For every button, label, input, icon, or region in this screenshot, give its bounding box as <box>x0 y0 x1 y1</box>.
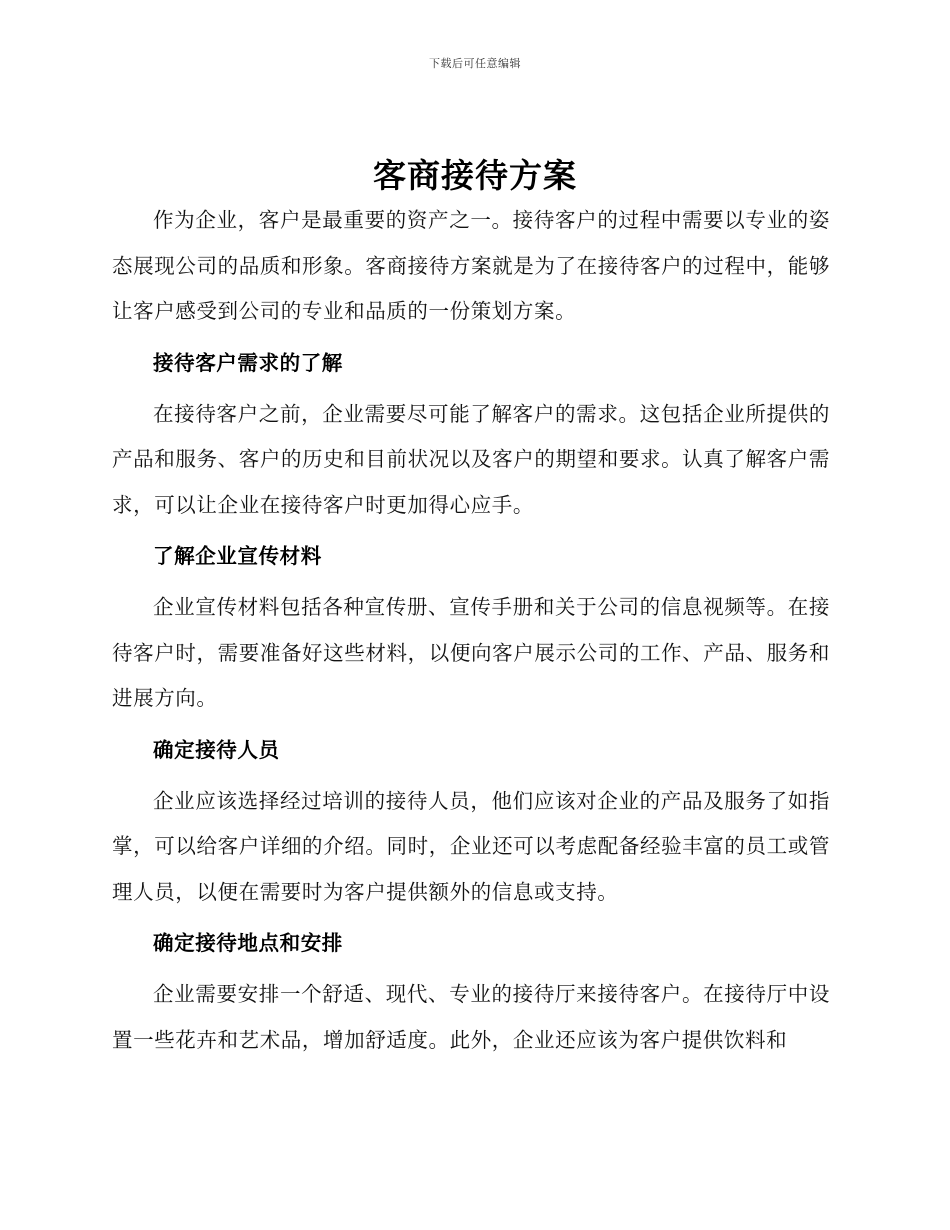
section-heading-reception-staff: 确定接待人员 <box>153 737 280 762</box>
section-heading-venue-arrangement: 确定接待地点和安排 <box>153 931 343 955</box>
header-note: 下载后可任意编辑 <box>429 57 521 70</box>
section-paragraph-venue-arrangement: 企业需要安排一个舒适、现代、专业的接待厅来接待客户。在接待厅中设置一些花卉和艺术品，增加舒适度。此外，企业还应该为客户提供饮料和 <box>112 982 830 1052</box>
section-heading-customer-needs: 接待客户需求的了解 <box>153 350 343 375</box>
section-paragraph-customer-needs: 在接待客户之前，企业需要尽可能了解客户的需求。这包括企业所提供的产品和服务、客户的历史和目前状况以及客户的期望和要求。认真了解客户需求，可以让企业在接待客户时更加得心应手。 <box>112 401 830 517</box>
intro-paragraph: 作为企业，客户是最重要的资产之一。接待客户的过程中需要以专业的姿态展现公司的品质和形象。客商接待方案就是为了在接待客户的过程中，能够让客户感受到公司的专业和品质的一份策划方案。 <box>112 208 830 323</box>
section-paragraph-promo-materials: 企业宣传材料包括各种宣传册、宣传手册和关于公司的信息视频等。在接待客户时，需要准备好这些材料，以便向客户展示公司的工作、产品、服务和进展方向。 <box>112 595 830 710</box>
document-body <box>112 198 830 1063</box>
page-title: 客商接待方案 <box>373 156 577 195</box>
section-heading-promo-materials: 了解企业宣传材料 <box>153 544 322 568</box>
section-paragraph-reception-staff: 企业应该选择经过培训的接待人员，他们应该对企业的产品及服务了如指掌，可以给客户详细的介绍。同时，企业还可以考虑配备经验丰富的员工或管理人员，以便在需要时为客户提供额外的信息或支持。 <box>112 788 830 904</box>
